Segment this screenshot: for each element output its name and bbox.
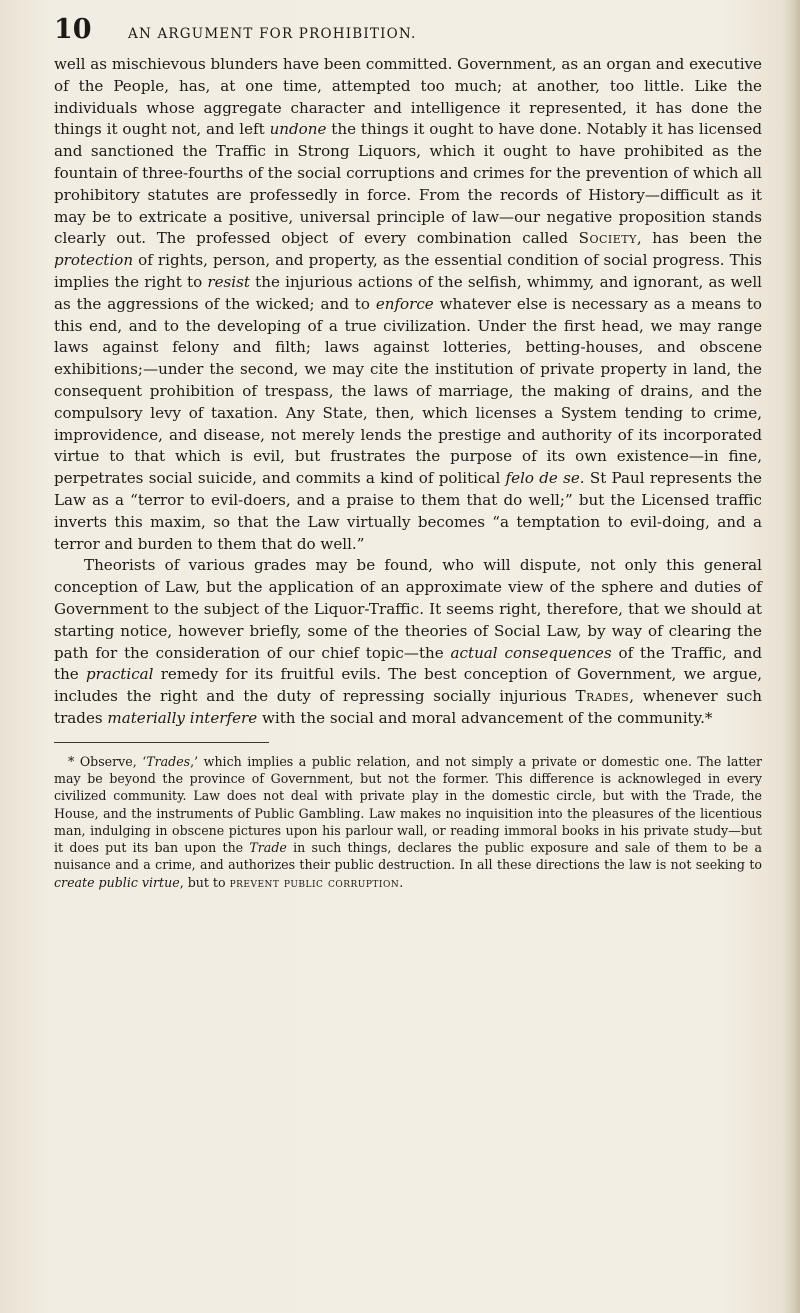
text-run: with the social and moral advancement of the community.* <box>257 708 713 727</box>
text-run: St Paul represents the Law as a “terror to evil-doers, and a praise to them that do well;” but the Licensed traffic inverts this maxim, so that the Law virtually becomes “a temptation to evil-doing, and a terror and burden to them that do well.” <box>54 469 762 553</box>
footnote <box>54 753 762 891</box>
smallcaps-prevent-public-corruption: prevent public corruption <box>229 874 400 890</box>
text-run: * Observe, ‘ <box>68 753 147 769</box>
italic-resist: resist <box>207 272 250 291</box>
italic-undone: undone <box>269 120 327 139</box>
italic-trade: Trade <box>249 840 287 856</box>
text-run: of rights, person, and property, as the essential condition of social progress. This implies the right to <box>54 251 762 291</box>
italic-protection: protection <box>54 251 134 270</box>
text-run: . <box>399 874 404 890</box>
paragraph-1 <box>54 54 762 555</box>
page-number: 10 <box>54 14 92 45</box>
text-run: the things it ought to have done. Notably it has licensed and sanctioned the Traffic in Strong Liquors, which it ought to have prohibited as the fountain of three-fourths of the social corruptions and crimes for the prevention of which all prohibitory statutes are professedly in force. From the records of History—difficult as it may be to extricate a positive, universal principle of law—our negative proposition stands clearly out. The professed object of every combination called <box>54 120 762 248</box>
text-run: , but to <box>179 874 230 890</box>
text-run: whatever else is necessary as a means to this end, and to the developing of a true civilization. Under the first head, we may range laws against felony and filth; laws against lotteries, betting-houses, and obscene exhibitions;—under the second, we may cite the institution of private property in land, the consequent prohibition of trespass, the laws of marriage, the making of drains, and the compulsory levy of taxation. Any State, then, which licenses a System tending to crime, improvidence, and disease, not merely lends the prestige and authority of its incorporated virtue to that which is evil, but frustrates the purpose of its own existence—in fine, perpetrates social suicide, and commits a kind of political <box>54 294 762 488</box>
smallcaps-society: Society <box>578 229 637 248</box>
text-run: remedy for its fruitful evils. The best conception of Government, we argue, includes the right and the duty of repressing socially injurious <box>54 665 762 706</box>
text-run: , whenever such trades <box>54 687 762 727</box>
running-head <box>54 14 762 54</box>
paragraph-2 <box>54 555 762 729</box>
footnote-rule <box>54 742 269 743</box>
text-run: the injurious actions of the selfish, whimmy, and ignorant, as well as the aggressions of the wicked; and to <box>54 272 762 313</box>
text-run: well as mischievous blunders have been committed. Government, as an organ and executive of the People, has, at one time, attempted too much; at another, too little. Like the individuals whose aggregate character and intelligence it represented, it has done the things it ought not, and left <box>54 55 762 139</box>
text-run: ,’ which implies a public relation, and not simply a private or domestic one. The latter may be beyond the province of Government, but not the former. This difference is acknowleged in every civilized community. Law does not deal with private play in the domestic circle, but with the Trade, the House, and the instruments of Public Gambling. Law makes no inquisition into the pleasures of the licentious man, indulging in obscene pictures upon his parlour wall, or reading immoral books in his private study—but it does put its ban upon the <box>54 753 762 856</box>
italic-felo-de-se: felo de se. <box>505 469 585 488</box>
italic-create-public-virtue: create public virtue <box>54 874 180 890</box>
body-text <box>54 54 762 730</box>
italic-materially-interfere: materially interfere <box>107 708 258 727</box>
italic-trades: Trades <box>146 753 191 769</box>
italic-actual-consequences: actual consequences <box>450 643 612 662</box>
text-run: in such things, declares the public exposure and sale of them to be a nuisance and a crime, and authorizes their public destruction. In all these directions the law is not seeking to <box>54 840 762 873</box>
page-edge-shadow <box>782 0 800 1313</box>
italic-enforce: enforce <box>375 294 434 313</box>
text-run: , has been the <box>636 229 763 248</box>
smallcaps-trades: Trades <box>575 687 630 706</box>
text-run: of the Traffic, and the <box>54 643 762 684</box>
italic-practical: practical <box>85 665 154 684</box>
running-title: AN ARGUMENT FOR PROHIBITION. <box>128 26 417 42</box>
text-run: Theorists of various grades may be found, who will dispute, not only this general conception of Law, but the application of an approximate view of the sphere and duties of Government to the subject of the Liquor-Traffic. It seems right, therefore, that we should at starting notice, however briefly, some of the theories of Social Law, by way of clearing the path for the consideration of our chief topic—the <box>54 556 762 662</box>
